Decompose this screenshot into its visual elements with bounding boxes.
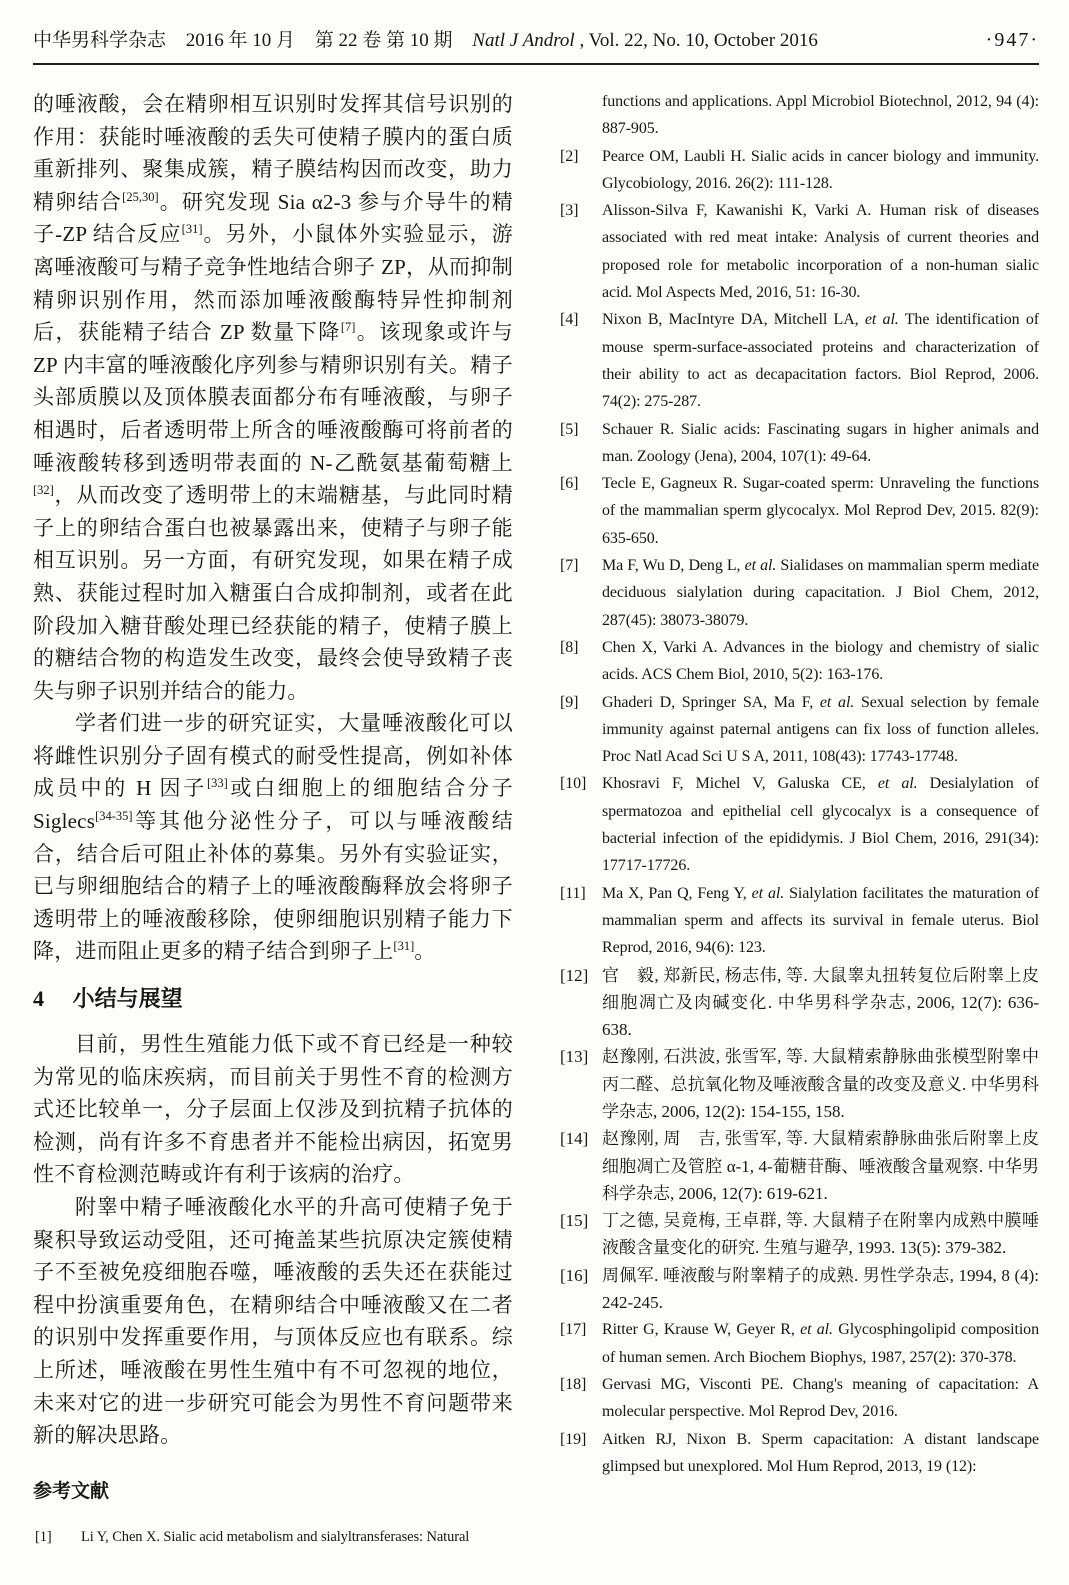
reference-item xyxy=(558,1207,1039,1262)
journal-title-en: Natl J Androl xyxy=(472,30,575,51)
reference-item xyxy=(558,416,1039,471)
section-title: 小结与展望 xyxy=(72,986,183,1012)
page-number: ·947· xyxy=(985,29,1039,51)
reference-item xyxy=(558,197,1039,306)
reference-item xyxy=(558,470,1039,552)
reference-item xyxy=(558,962,1039,1044)
header-rule xyxy=(33,63,1039,65)
reference-item xyxy=(558,143,1039,198)
reference-text: Tecle E, Gagneux R. Sugar-coated sperm: Unraveling the functions of the mammalian sperm glycocalyx. Mol Reprod Dev, 2015. 82(9): 635-650. xyxy=(602,475,1039,547)
reference-label: [9] xyxy=(560,693,579,711)
reference-label: [12] xyxy=(560,965,589,985)
body-paragraph: 目前，男性生殖能力低下或不育已经是一种较为常见的临床疾病，而目前关于男性不育的检测方式还比较单一，分子层面上仅涉及到抗精子抗体的检测，尚有许多不育患者并不能检出病因，拓宽男性不育检测范畴或许有利于该病的治疗。 xyxy=(33,1032,513,1187)
reference-item xyxy=(558,634,1039,689)
citation-superscript: [33] xyxy=(206,776,228,791)
citation-superscript: [31] xyxy=(393,939,415,954)
reference-item xyxy=(558,1316,1039,1371)
reference-text: Ghaderi D, Springer SA, Ma F, et al. Sexual selection by female immunity against paternal antigens can fix loss of function alleles. Proc Natl Acad Sci U S A, 2011, 108(43): 17743-17748. xyxy=(602,693,1039,766)
reference-label: [15] xyxy=(560,1211,589,1231)
reference-text: Pearce OM, Laubli H. Sialic acids in cancer biology and immunity. Glycobiology, 2016. 26(2): 111-128. xyxy=(602,147,1039,192)
journal-title-cn: 中华男科学杂志 xyxy=(33,30,167,51)
reference-item xyxy=(558,880,1039,962)
reference-label: [16] xyxy=(560,1265,589,1285)
reference-item xyxy=(558,1426,1039,1481)
right-column xyxy=(558,88,1039,1548)
etal-italic: et al. xyxy=(877,775,918,793)
reference-text: Alisson-Silva F, Kawanishi K, Varki A. Human risk of diseases associated with red meat intake: Analysis of current theories and proposed role for metabolic incorporation of a non-human sialic acid. Mol Aspects Med, 2016, 51: 16-30. xyxy=(602,202,1039,302)
reference-item xyxy=(558,1043,1039,1125)
reference-label: [11] xyxy=(560,884,586,902)
reference-item xyxy=(558,770,1039,879)
reference-label: [18] xyxy=(560,1375,587,1393)
body-paragraph: 附睾中精子唾液酸化水平的升高可使精子免于聚积导致运动受阻，还可掩盖某些抗原决定簇使精子不至被免疫细胞吞噬，唾液酸的丢失还在获能过程中扮演重要角色，在精卵结合中唾液酸又在二者的识别中发挥重要作用，与顶体反应也有联系。综上所述，唾液酸在男性生殖中有不可忽视的地位，未来对它的进一步研究可能会为男性不育问题带来新的解决思路。 xyxy=(33,1195,513,1448)
journal-header-line xyxy=(33,29,818,53)
reference-label: [8] xyxy=(560,638,579,656)
section-number: 4 xyxy=(33,986,44,1012)
reference-label: [17] xyxy=(560,1321,587,1339)
etal-italic: et al. xyxy=(819,693,855,711)
journal-issue-cn: 第 22 卷 第 10 期 xyxy=(314,30,453,51)
reference-label: [2] xyxy=(560,147,579,165)
reference-text: 丁之德, 吴竟梅, 王卓群, 等. 大鼠精子在附睾内成熟中膜唾液酸含量变化的研究. 生殖与避孕, 1993. 13(5): 379-382. xyxy=(602,1211,1039,1258)
article-body xyxy=(33,88,1039,1548)
reference-text: Nixon B, MacIntyre DA, Mitchell LA, et al. The identification of mouse sperm-surface-associated proteins and characterization of their ability to act as decapacitation factors. Biol Reprod, 2006. 74(2): 275-287. xyxy=(602,311,1039,411)
reference-text: Ma X, Pan Q, Feng Y, et al. Sialylation facilitates the maturation of mammalian sperm and affects its survival in female uterus. Biol Reprod, 2016, 94(6): 123. xyxy=(602,884,1039,957)
reference-item xyxy=(558,1125,1039,1207)
reference-text: Ritter G, Krause W, Geyer R, et al. Glycosphingolipid composition of human semen. Arch Biochem Biophys, 1987, 257(2): 370-378. xyxy=(602,1321,1039,1366)
journal-issue-en: , Vol. 22, No. 10, October 2016 xyxy=(579,30,818,51)
section-heading xyxy=(33,984,513,1014)
reference-text: 官 毅, 郑新民, 杨志伟, 等. 大鼠睾丸扭转复位后附睾上皮细胞凋亡及肉碱变化. 中华男科学杂志, 2006, 12(7): 636-638. xyxy=(602,965,1039,1040)
reference-label: [14] xyxy=(560,1129,589,1149)
etal-italic: et al. xyxy=(744,557,777,575)
reference-label: [19] xyxy=(560,1430,587,1448)
reference-label: [10] xyxy=(560,775,587,793)
reference-continuation: functions and applications. Appl Microbiol Biotechnol, 2012, 94 (4): 887-905. xyxy=(602,93,1039,138)
reference-text: 赵豫刚, 周 吉, 张雪军, 等. 大鼠精索静脉曲张后附睾上皮细胞凋亡及管腔 α-1, 4-葡糖苷酶、唾液酸含量观察. 中华男科学杂志, 2006, 12(7): 619-621. xyxy=(602,1129,1039,1203)
left-column xyxy=(33,88,513,1548)
journal-date-cn: 2016 年 10 月 xyxy=(185,30,296,51)
reference-label: [3] xyxy=(560,202,579,220)
reference-label: [4] xyxy=(560,311,579,329)
reference-text: Li Y, Chen X. Sialic acid metabolism and sialyltransferases: Natural xyxy=(81,1528,470,1545)
citation-superscript: [31] xyxy=(181,222,203,237)
reference-text: Khosravi F, Michel V, Galuska CE, et al. Desialylation of spermatozoa and epithelial cell glycocalyx is a consequence of bacterial infection of the epididymis. J Biol Chem, 2016, 291(34): 17717-17726. xyxy=(602,775,1039,875)
body-paragraph: 的唾液酸，会在精卵相互识别时发挥其信号识别的作用：获能时唾液酸的丢失可使精子膜内的蛋白质重新排列、聚集成簇，精子膜结构因而改变，助力精卵结合[25,30]。研究发现 Sia α2-3 参与介导牛的精子-ZP 结合反应[31]。另外，小鼠体外实验显示，游离唾液酸可与精子竞争性地结合卵子 ZP，从而抑制精卵识别作用，然而添加唾液酸酶特异性抑制剂后，获能精子结合 ZP 数量下降[7]。该现象或许与 ZP 内丰富的唾液酸化序列参与精卵识别有关。精子头部质膜以及顶体膜表面都分布有唾液酸，与卵子相遇时，后者透明带上所含的唾液酸酶可将前者的唾液酸转移到透明带表面的 N-乙酰氨基葡萄糖上[32]，从而改变了透明带上的末端糖基，与此同时精子上的卵结合蛋白也被暴露出来，使精子与卵子能相互识别。另一方面，有研究发现，如果在精子成熟、获能过程时加入糖蛋白合成抑制剂，或者在此阶段加入糖苷酸处理已经获能的精子，使精子膜上的糖结合物的构造发生改变，最终会使导致精子丧失与卵子识别并结合的能力。 xyxy=(33,92,513,703)
citation-superscript: [34-35] xyxy=(95,809,133,824)
etal-italic: et al. xyxy=(864,311,899,329)
reference-label: [13] xyxy=(560,1047,589,1067)
citation-superscript: [32] xyxy=(33,483,54,498)
body-paragraph: 学者们进一步的研究证实，大量唾液酸化可以将雌性识别分子固有模式的耐受性提高，例如补体成员中的 H 因子[33]或白细胞上的细胞结合分子 Siglecs[34-35]等其他分泌性分子，可以与唾液酸结合，结合后可阻止补体的募集。另外有实验证实，已与卵细胞结合的精子上的唾液酸酶释放会将卵子透明带上的唾液酸移除，使卵细胞识别精子能力下降，进而阻止更多的精子结合到卵子上[31]。 xyxy=(33,711,513,964)
reference-text: 赵豫刚, 石洪波, 张雪军, 等. 大鼠精索静脉曲张模型附睾中丙二醛、总抗氧化物及唾液酸含量的改变及意义. 中华男科学杂志, 2006, 12(2): 154-155, 158. xyxy=(602,1047,1039,1121)
reference-text: 周佩军. 唾液酸与附睾精子的成熟. 男性学杂志, 1994, 8 (4): 242-245. xyxy=(602,1265,1039,1313)
reference-text: Chen X, Varki A. Advances in the biology and chemistry of sialic acids. ACS Chem Biol, 2010, 5(2): 163-176. xyxy=(602,638,1039,684)
reference-label: [7] xyxy=(560,557,579,575)
reference-text: Ma F, Wu D, Deng L, et al. Sialidases on mammalian sperm mediate deciduous sialylation during capacitation. J Biol Chem, 2012, 287(45): 38073-38079. xyxy=(602,557,1040,629)
citation-superscript: [7] xyxy=(340,320,356,335)
reference-item xyxy=(558,689,1039,771)
reference-item xyxy=(558,1371,1039,1426)
etal-italic: et al. xyxy=(800,1321,833,1339)
reference-item xyxy=(558,1262,1039,1317)
citation-superscript: [25,30] xyxy=(122,189,159,204)
reference-item xyxy=(33,1526,513,1548)
reference-item xyxy=(558,552,1039,634)
reference-text: Schauer R. Sialic acids: Fascinating sugars in higher animals and man. Zoology (Jena), 2004, 107(1): 49-64. xyxy=(602,420,1039,465)
reference-text: Gervasi MG, Visconti PE. Chang's meaning of capacitation: A molecular perspective. Mol Reprod Dev, 2016. xyxy=(602,1375,1039,1421)
reference-text: Aitken RJ, Nixon B. Sperm capacitation: A distant landscape glimpsed but unexplored. Mol Hum Reprod, 2013, 19 (12): xyxy=(602,1430,1039,1475)
reference-label: [5] xyxy=(560,420,579,438)
reference-label: [1] xyxy=(35,1528,52,1545)
reference-label: [6] xyxy=(560,475,579,493)
reference-item xyxy=(558,306,1039,415)
etal-italic: et al. xyxy=(751,884,785,902)
page-header xyxy=(33,28,1039,53)
references-heading: 参考文献 xyxy=(33,1480,110,1502)
